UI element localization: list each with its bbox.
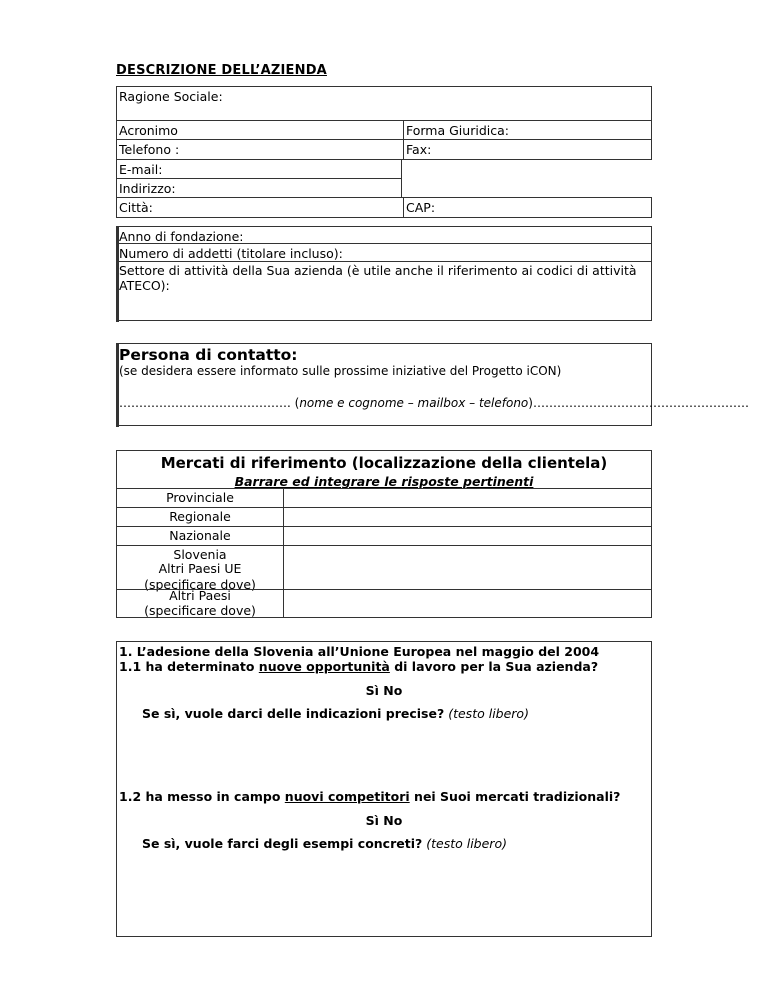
row-email[interactable]: [116, 159, 402, 179]
page-title: DESCRIZIONE DELL’AZIENDA: [116, 63, 327, 78]
answer-1-2-area[interactable]: [142, 854, 642, 934]
row-acronimo: [116, 120, 652, 140]
row-ragione-sociale[interactable]: [116, 86, 652, 121]
market-regionale-label: Regionale: [169, 509, 231, 524]
question-1-1: [119, 659, 598, 674]
contact-fill-line[interactable]: [119, 396, 749, 410]
questions-box: [116, 641, 652, 937]
label-fax[interactable]: Fax:: [403, 140, 653, 159]
q1-1-hint: (testo libero): [448, 706, 529, 721]
row-citta: [116, 197, 652, 218]
market-altri-paesi-label: Altri Paesi: [169, 588, 231, 603]
label-cap[interactable]: CAP:: [403, 198, 653, 217]
q1-2-followup-text: Se sì, vuole farci degli esempi concreti?: [142, 836, 423, 851]
markets-box: [116, 450, 652, 618]
market-provinciale-label: Provinciale: [166, 490, 234, 505]
label-telefono[interactable]: Telefono :: [119, 142, 180, 157]
q1-2-post: nei Suoi mercati tradizionali?: [409, 789, 621, 804]
question-1-2: [119, 789, 620, 804]
q1-2-hint: (testo libero): [426, 836, 507, 851]
market-nazionale-cell[interactable]: [284, 526, 651, 545]
row-indirizzo[interactable]: [116, 178, 402, 198]
markets-title: Mercati di riferimento (localizzazione della clientela): [160, 454, 608, 472]
label-ragione-sociale: Ragione Sociale:: [119, 89, 223, 104]
divider: [117, 243, 651, 244]
fill-hint: nome e cognome – mailbox – telefono: [299, 396, 529, 410]
market-altri-paesi-cell[interactable]: [284, 589, 651, 618]
label-settore-line2: ATECO):: [119, 278, 170, 293]
market-altri-paesi-note: (specificare dove): [144, 603, 256, 618]
label-settore-line1: Settore di attività della Sua azienda (è utile anche il riferimento ai codici di attività: [119, 263, 637, 278]
market-altri-ue-note: (specificare dove): [144, 577, 256, 592]
dots-left: ……………………………………. (: [119, 396, 300, 410]
q1-1-underlined: nuove opportunità: [258, 659, 390, 674]
q1-2-underlined: nuovi competitori: [284, 789, 410, 804]
label-email: E-mail:: [119, 162, 163, 177]
markets-subtitle: Barrare ed integrare le risposte pertinenti: [234, 474, 534, 489]
dots-right: )………………………………………………: [528, 396, 749, 410]
contact-box: [116, 343, 749, 426]
label-citta[interactable]: Città:: [119, 200, 153, 215]
label-indirizzo: Indirizzo:: [119, 181, 176, 196]
q1-1-post: di lavoro per la Sua azienda?: [389, 659, 599, 674]
q1-1-followup: [142, 706, 529, 721]
contact-note: (se desidera essere informato sulle prossime iniziative del Progetto iCON): [119, 364, 562, 378]
q1-2-pre: 1.2 ha messo in campo: [119, 789, 285, 804]
market-slovenia-label: Slovenia: [173, 547, 227, 562]
label-acronimo[interactable]: Acronimo: [119, 123, 178, 138]
question-1-intro: 1. L’adesione della Slovenia all’Unione Europea nel maggio del 2004: [119, 644, 600, 659]
market-regionale-cell[interactable]: [284, 507, 651, 526]
label-forma-giuridica[interactable]: Forma Giuridica:: [403, 121, 653, 139]
market-altri-ue-label: Altri Paesi UE: [158, 561, 242, 576]
contact-title: Persona di contatto:: [119, 346, 298, 364]
yes-no-1[interactable]: Sì No: [365, 683, 403, 698]
market-slovenia-ue-cell[interactable]: [284, 545, 651, 589]
foundation-box: [116, 226, 652, 321]
answer-1-1-area[interactable]: [142, 724, 642, 794]
market-nazionale-label: Nazionale: [169, 528, 231, 543]
q1-2-followup: [142, 836, 507, 851]
q1-1-followup-text: Se sì, vuole darci delle indicazioni precise?: [142, 706, 445, 721]
divider: [117, 261, 651, 262]
q1-1-pre: 1.1 ha determinato: [119, 659, 259, 674]
yes-no-2[interactable]: Sì No: [365, 813, 403, 828]
label-anno-fondazione[interactable]: Anno di fondazione:: [119, 229, 244, 244]
market-provinciale-cell[interactable]: [284, 488, 651, 507]
label-numero-addetti[interactable]: Numero di addetti (titolare incluso):: [119, 246, 343, 261]
row-telefono: [116, 139, 652, 160]
